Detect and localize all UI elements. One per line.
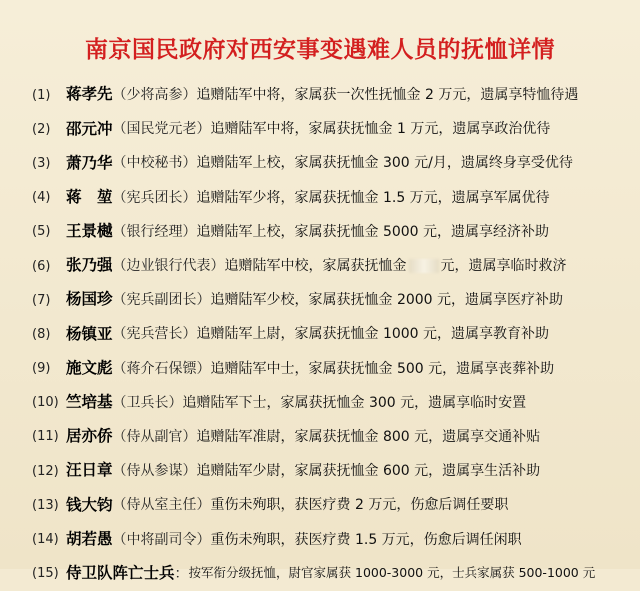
item-number: (15): [32, 566, 59, 582]
redacted-amount: [409, 259, 439, 273]
item-number: (1): [32, 87, 51, 103]
list-item: [32, 386, 628, 420]
list-item: [32, 352, 628, 386]
person-name: 侍卫队阵亡士兵: [66, 563, 175, 582]
list-item: [32, 522, 628, 556]
person-role: （国民党元老）: [112, 121, 211, 138]
list-item: [32, 215, 628, 249]
list-item: [32, 454, 628, 488]
list-item: [32, 420, 628, 454]
person-name: 居亦侨: [66, 427, 113, 446]
compensation-detail: 追赠陆军上校，家属获抚恤金 5000 元，遗属享经济补助: [196, 223, 550, 240]
item-number: (3): [32, 155, 51, 171]
compensation-detail: 追赠陆军准尉，家属获抚恤金 800 元，遗属享交通补贴: [196, 428, 541, 445]
compensation-detail: 追赠陆军少尉，家属获抚恤金 600 元，遗属享生活补助: [196, 463, 541, 480]
person-role: （边业银行代表）: [112, 258, 225, 275]
compensation-detail: 追赠陆军中士，家属获抚恤金 500 元，遗属享丧葬补助: [210, 360, 555, 377]
list-item: [32, 283, 628, 317]
compensation-detail: 追赠陆军少将，家属获抚恤金 1.5 万元，遗属享军属优待: [196, 189, 550, 206]
item-number: (8): [32, 326, 51, 342]
item-number: (5): [32, 224, 51, 240]
compensation-detail: 追赠陆军少校，家属获抚恤金 2000 元，遗属享医疗补助: [210, 292, 564, 309]
person-role: （卫兵长）: [112, 394, 183, 411]
person-role: （中校秘书）: [112, 155, 197, 172]
person-role: （宪兵团长）: [112, 189, 197, 206]
person-name: 钱大钧: [66, 495, 113, 514]
person-name: 竺培基: [66, 393, 113, 412]
person-role: （侍从副官）: [112, 428, 197, 445]
person-role: （中将副司令）: [112, 531, 211, 548]
person-name: 邵元冲: [66, 119, 113, 138]
person-role: （侍从室主任）: [112, 497, 211, 514]
person-name: 胡若愚: [66, 529, 113, 548]
person-name: 施文彪: [66, 358, 113, 377]
item-number: (12): [32, 463, 59, 479]
list-item: [32, 146, 628, 180]
compensation-detail: 追赠陆军上校，家属获抚恤金 300 元/月，遗属终身享受优待: [196, 155, 573, 172]
compensation-detail: 重伤未殉职，获医疗费 1.5 万元，伤愈后调任闲职: [210, 531, 522, 548]
person-name: 杨国珍: [66, 290, 113, 309]
item-number: (4): [32, 190, 51, 206]
compensation-detail: 按军衔分级抚恤，尉官家属获 1000-3000 元，士兵家属获 500-1000 元: [188, 565, 596, 581]
person-name: 蒋 堃: [66, 187, 113, 206]
compensation-detail: 追赠陆军上尉，家属获抚恤金 1000 元，遗属享教育补助: [196, 326, 550, 343]
item-number: (9): [32, 361, 51, 377]
page-title: 南京国民政府对西安事变遇难人员的抚恤详情: [85, 37, 555, 63]
item-number: (11): [32, 429, 59, 445]
person-name: 杨镇亚: [66, 324, 113, 343]
person-role: （银行经理）: [112, 223, 197, 240]
person-name: 蒋孝先: [66, 85, 113, 104]
item-number: (2): [32, 121, 51, 137]
item-number: (14): [32, 532, 59, 548]
list-item: [32, 112, 628, 146]
person-role: （宪兵营长）: [112, 326, 197, 343]
list-item: [32, 249, 628, 283]
compensation-detail: 追赠陆军中将，家属获一次性抚恤金 2 万元，遗属享特恤待遇: [196, 87, 579, 104]
list-item: [32, 317, 628, 351]
compensation-list: [32, 78, 628, 591]
list-item: [32, 181, 628, 215]
list-item: [32, 78, 628, 112]
person-role: （蒋介石保镖）: [112, 360, 211, 377]
person-name: 萧乃华: [66, 153, 113, 172]
person-role: （宪兵副团长）: [112, 292, 211, 309]
compensation-detail: 追赠陆军中校，家属获抚恤金: [224, 258, 407, 275]
item-number: (13): [32, 497, 59, 513]
list-item: [32, 488, 628, 522]
item-number: (6): [32, 258, 51, 274]
person-role: （少将高参）: [112, 87, 197, 104]
person-role: （侍从参谋）: [112, 463, 197, 480]
person-name: 汪日章: [66, 461, 113, 480]
compensation-detail-tail: 元，遗属享临时救济: [440, 258, 567, 275]
person-name: 王景樾: [66, 222, 113, 241]
person-name: 张乃强: [66, 256, 113, 275]
person-role: ：: [174, 565, 189, 582]
compensation-detail: 重伤未殉职，获医疗费 2 万元，伤愈后调任要职: [210, 497, 509, 514]
item-number: (7): [32, 292, 51, 308]
compensation-detail: 追赠陆军中将，家属获抚恤金 1 万元，遗属享政治优待: [210, 121, 551, 138]
compensation-detail: 追赠陆军下士，家属获抚恤金 300 元，遗属享临时安置: [182, 394, 527, 411]
list-item: [32, 557, 628, 591]
item-number: (10): [32, 395, 59, 411]
